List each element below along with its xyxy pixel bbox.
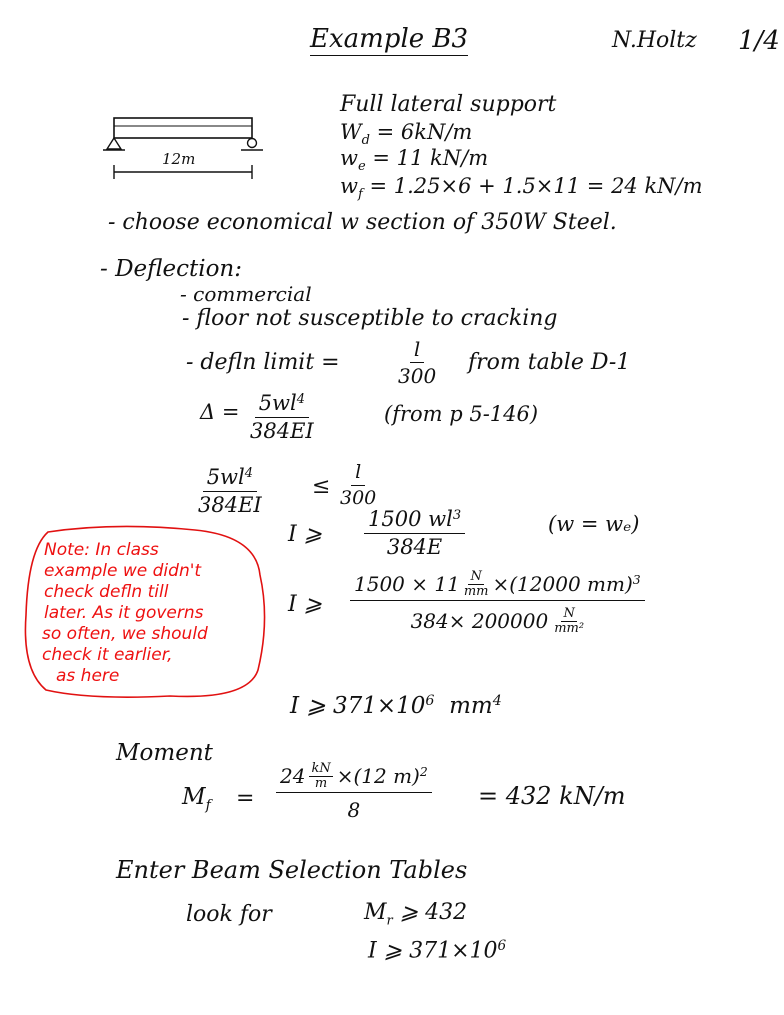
load-case-note: (w = wₑ) <box>548 512 640 536</box>
roller-support-icon <box>248 139 257 148</box>
note-line: Note: In class <box>44 540 159 560</box>
author-name: N.Holtz <box>612 28 697 53</box>
required-moment: $M_r$ ⩾ 432 <box>364 900 468 929</box>
note-line: check it earlier, <box>42 645 173 665</box>
delta-formula: $\frac{5wl^4}{384EI}$ <box>250 391 314 444</box>
i-required-formula: $\frac{1500 wl^3}{384E}$ <box>364 508 465 559</box>
required-inertia: I ⩾ $371\times 10^6$ <box>368 938 507 964</box>
criteria-item-commercial: - commercial <box>180 282 312 306</box>
moment-equals: = <box>236 786 255 811</box>
moment-lhs: $M_f$ <box>182 784 211 814</box>
factored-load-line: $w_f = 1.25\times 6 + 1.5\times 11 = 24$ kN/m <box>340 174 703 203</box>
pin-support-icon <box>107 138 121 149</box>
delta-lhs: Δ = <box>200 400 240 424</box>
task-statement: - choose economical w section of 350W Steel. <box>108 210 617 235</box>
moment-heading: Moment <box>116 740 213 766</box>
beam-rectangle <box>114 118 252 138</box>
i-required-lhs-2: I ⩾ <box>288 592 323 617</box>
selection-heading: Enter Beam Selection Tables <box>116 856 468 884</box>
deflection-limit-label: - defln limit = <box>186 350 340 375</box>
look-for-label: look for <box>186 902 272 927</box>
inequality-symbol: ≤ <box>312 474 331 499</box>
page-number: 1/4 <box>738 26 780 56</box>
span-label: 12m <box>162 150 196 168</box>
deflection-heading: - Deflection: <box>100 256 242 282</box>
note-line: later. As it governs <box>44 603 204 623</box>
instructor-note <box>20 520 270 705</box>
moment-formula: 24 $\frac{kN}{m}$ ×(12 m)$^2$ 8 <box>276 762 432 821</box>
deflection-inequality-rhs: $\frac{l}{300}$ <box>340 461 377 509</box>
note-line: check defln till <box>44 582 169 602</box>
dead-load-line: $W_d = 6kN/m$ <box>340 120 473 149</box>
note-line: example we didn't <box>44 561 202 581</box>
i-required-lhs-1: I ⩾ <box>288 522 323 547</box>
i-required-numeric: 1500 × 11 $\frac{N}{mm}$ ×(12000 mm)$^3$ 384× 200000 N mm² <box>350 570 645 636</box>
live-load-line: $w_e = 11$ kN/m <box>340 146 489 175</box>
note-line: so often, we should <box>42 624 208 644</box>
deflection-inequality-lhs: $\frac{5wl^4}{384EI}$ <box>198 465 262 518</box>
support-condition: Full lateral support <box>340 92 557 117</box>
deflection-limit-source: from table D-1 <box>468 350 631 375</box>
moment-result: = 432 kN/m <box>478 782 626 810</box>
page-title: Example B3 <box>310 24 469 54</box>
note-line: as here <box>56 666 120 686</box>
deflection-limit-fraction: $\frac{l}{300}$ <box>398 337 437 388</box>
delta-reference: (from p 5-146) <box>384 402 539 426</box>
criteria-item-floor: - floor not susceptible to cracking <box>182 306 558 331</box>
i-required-result: I ⩾ $371\times 10^6$ $mm^4$ <box>290 692 502 719</box>
